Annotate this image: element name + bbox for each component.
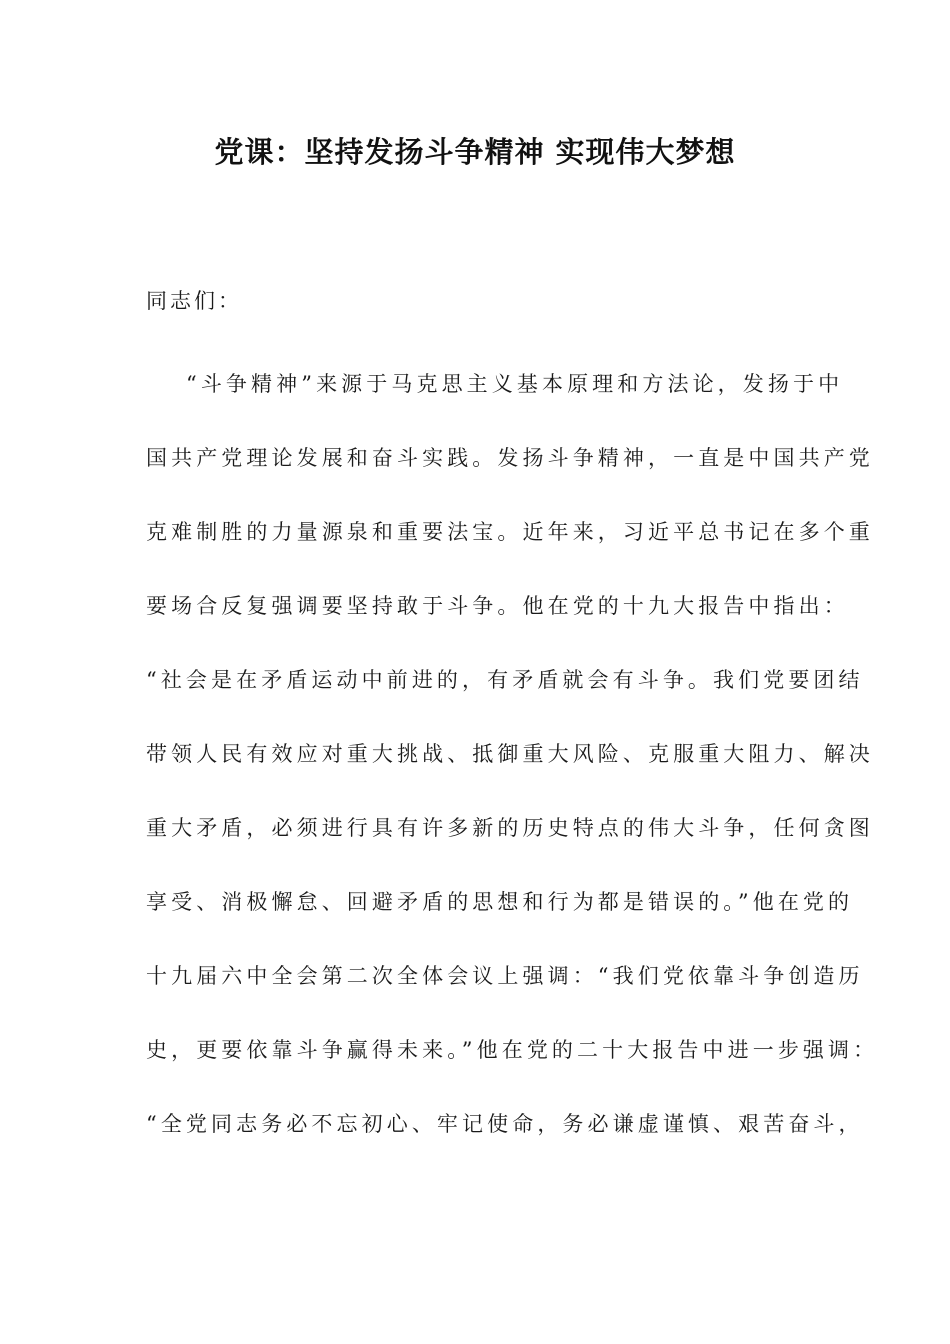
body-line: 享受、消极懈怠、回避矛盾的思想和行为都是错误的。”他在党的 xyxy=(146,890,854,914)
body-text xyxy=(146,364,879,1178)
body-line: 国共产党理论发展和奋斗实践。发扬斗争精神，一直是中国共产党 xyxy=(146,446,874,470)
body-line: 克难制胜的力量源泉和重要法宝。近年来，习近平总书记在多个重 xyxy=(146,520,874,544)
body-line: 重大矛盾，必须进行具有许多新的历史特点的伟大斗争，任何贪图 xyxy=(146,816,874,840)
body-line: 要场合反复强调要坚持敢于斗争。他在党的十九大报告中指出： xyxy=(146,594,849,618)
body-line: 带领人民有效应对重大挑战、抵御重大风险、克服重大阻力、解决 xyxy=(146,742,874,766)
salutation: 同志们： xyxy=(146,289,242,313)
document-title: 党课：坚持发扬斗争精神 实现伟大梦想 xyxy=(214,135,736,169)
body-line: “社会是在矛盾运动中前进的，有矛盾就会有斗争。我们党要团结 xyxy=(146,668,864,692)
body-line: 史，更要依靠斗争赢得未来。”他在党的二十大报告中进一步强调： xyxy=(146,1038,879,1062)
body-line: “全党同志务必不忘初心、牢记使命，务必谦虚谨慎、艰苦奋斗， xyxy=(146,1112,864,1136)
body-line: “斗争精神”来源于马克思主义基本原理和方法论，发扬于中 xyxy=(186,372,844,396)
body-line: 十九届六中全会第二次全体会议上强调：“我们党依靠斗争创造历 xyxy=(146,964,864,988)
